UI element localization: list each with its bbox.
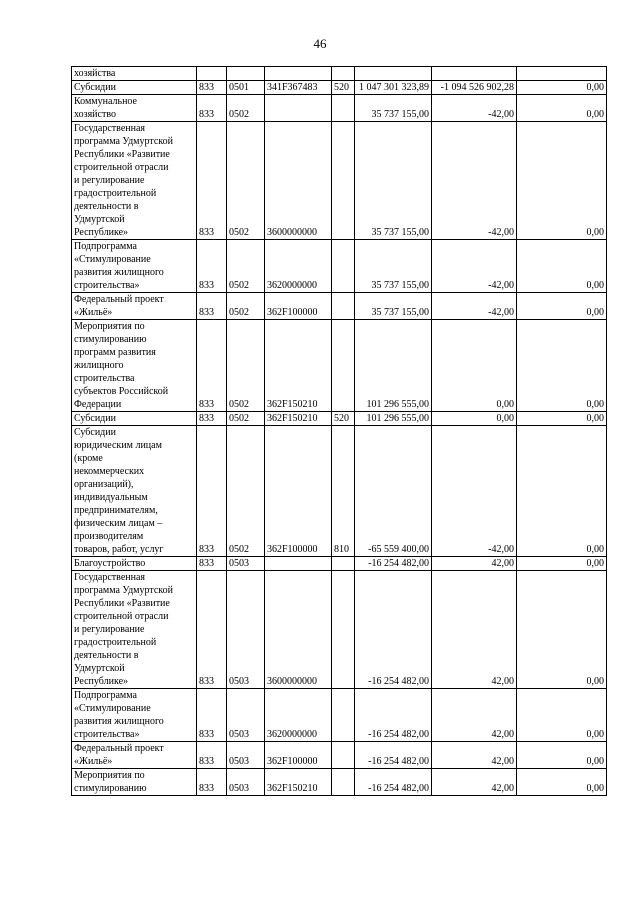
item-name-cell xyxy=(72,689,197,742)
budget-table xyxy=(71,66,607,796)
item-name-line: программа Удмуртской xyxy=(74,136,174,147)
section-code-cell: 0502 xyxy=(227,293,265,320)
table-row xyxy=(72,412,607,426)
amount-cell: 35 737 155,00 xyxy=(355,95,432,122)
admin-code-cell: 833 xyxy=(197,742,227,769)
item-name-line: стимулированию xyxy=(74,334,147,345)
expense-type-cell xyxy=(332,122,355,240)
expense-type-cell xyxy=(332,769,355,796)
target-code-cell: 3620000000 xyxy=(265,689,332,742)
table-row xyxy=(72,557,607,571)
item-name-line: производителям xyxy=(74,531,144,542)
admin-code-cell: 833 xyxy=(197,95,227,122)
result-cell xyxy=(517,67,607,81)
target-code-cell: 341F367483 xyxy=(265,81,332,95)
item-name-line: и регулирование xyxy=(74,624,145,635)
admin-code-cell xyxy=(197,67,227,81)
change-cell: 0,00 xyxy=(432,320,517,412)
target-code-cell: 362F100000 xyxy=(265,742,332,769)
admin-code-cell: 833 xyxy=(197,240,227,293)
table-row xyxy=(72,742,607,769)
item-name-line: программ развития xyxy=(74,347,156,358)
expense-type-cell: 520 xyxy=(332,412,355,426)
item-name-line: «Стимулирование xyxy=(74,703,151,714)
item-name-line: Подпрограмма xyxy=(74,690,137,701)
item-name-line: строительной отрасли xyxy=(74,611,169,622)
expense-type-cell xyxy=(332,320,355,412)
item-name-line: развития жилищного xyxy=(74,267,164,278)
expense-type-cell: 520 xyxy=(332,81,355,95)
table-row xyxy=(72,426,607,557)
amount-cell: -16 254 482,00 xyxy=(355,769,432,796)
item-name-cell xyxy=(72,320,197,412)
amount-cell xyxy=(355,67,432,81)
item-name-line: Удмуртской xyxy=(74,214,125,225)
target-code-cell xyxy=(265,67,332,81)
target-code-cell xyxy=(265,95,332,122)
expense-type-cell: 810 xyxy=(332,426,355,557)
table-row xyxy=(72,320,607,412)
item-name-line: «Жильё» xyxy=(74,307,113,318)
result-cell: 0,00 xyxy=(517,320,607,412)
amount-cell: 35 737 155,00 xyxy=(355,293,432,320)
result-cell: 0,00 xyxy=(517,426,607,557)
item-name-line: (кроме xyxy=(74,453,103,464)
item-name-line: Подпрограмма xyxy=(74,241,137,252)
admin-code-cell: 833 xyxy=(197,320,227,412)
section-code-cell: 0502 xyxy=(227,412,265,426)
table-row xyxy=(72,240,607,293)
change-cell: 42,00 xyxy=(432,571,517,689)
item-name-cell xyxy=(72,95,197,122)
item-name-cell xyxy=(72,557,197,571)
target-code-cell xyxy=(265,557,332,571)
result-cell: 0,00 xyxy=(517,557,607,571)
target-code-cell: 362F100000 xyxy=(265,426,332,557)
item-name-line: Субсидии xyxy=(74,82,116,93)
target-code-cell: 3620000000 xyxy=(265,240,332,293)
item-name-line: Мероприятия по xyxy=(74,770,145,781)
amount-cell: -16 254 482,00 xyxy=(355,557,432,571)
amount-cell: 35 737 155,00 xyxy=(355,122,432,240)
section-code-cell: 0502 xyxy=(227,320,265,412)
target-code-cell: 362F100000 xyxy=(265,293,332,320)
change-cell: 42,00 xyxy=(432,769,517,796)
item-name-cell xyxy=(72,81,197,95)
result-cell: 0,00 xyxy=(517,412,607,426)
item-name-line: Республике» xyxy=(74,676,129,687)
admin-code-cell: 833 xyxy=(197,122,227,240)
section-code-cell xyxy=(227,67,265,81)
admin-code-cell: 833 xyxy=(197,689,227,742)
item-name-line: субъектов Российской xyxy=(74,386,169,397)
result-cell: 0,00 xyxy=(517,122,607,240)
amount-cell: -16 254 482,00 xyxy=(355,689,432,742)
result-cell: 0,00 xyxy=(517,95,607,122)
item-name-line: жилищного xyxy=(74,360,124,371)
result-cell: 0,00 xyxy=(517,293,607,320)
change-cell xyxy=(432,67,517,81)
table-row xyxy=(72,571,607,689)
table-row xyxy=(72,769,607,796)
result-cell: 0,00 xyxy=(517,689,607,742)
expense-type-cell xyxy=(332,742,355,769)
item-name-line: градостроительной xyxy=(74,637,157,648)
section-code-cell: 0503 xyxy=(227,571,265,689)
change-cell: -42,00 xyxy=(432,95,517,122)
table-row xyxy=(72,95,607,122)
amount-cell: 1 047 301 323,89 xyxy=(355,81,432,95)
item-name-line: Мероприятия по xyxy=(74,321,145,332)
item-name-line: стимулированию xyxy=(74,783,147,794)
item-name-cell xyxy=(72,571,197,689)
admin-code-cell: 833 xyxy=(197,81,227,95)
expense-type-cell xyxy=(332,557,355,571)
item-name-line: Коммунальное xyxy=(74,96,137,107)
table-row xyxy=(72,67,607,81)
item-name-line: строительства» xyxy=(74,729,140,740)
item-name-cell xyxy=(72,769,197,796)
change-cell: -42,00 xyxy=(432,426,517,557)
admin-code-cell: 833 xyxy=(197,769,227,796)
section-code-cell: 0501 xyxy=(227,81,265,95)
table-row xyxy=(72,293,607,320)
item-name-line: строительной отрасли xyxy=(74,162,169,173)
section-code-cell: 0502 xyxy=(227,426,265,557)
change-cell: -42,00 xyxy=(432,122,517,240)
change-cell: 42,00 xyxy=(432,557,517,571)
change-cell: -42,00 xyxy=(432,240,517,293)
expense-type-cell xyxy=(332,689,355,742)
item-name-line: товаров, работ, услуг xyxy=(74,544,164,555)
item-name-cell xyxy=(72,426,197,557)
admin-code-cell: 833 xyxy=(197,426,227,557)
amount-cell: 35 737 155,00 xyxy=(355,240,432,293)
item-name-line: и регулирование xyxy=(74,175,145,186)
section-code-cell: 0502 xyxy=(227,95,265,122)
item-name-line: Государственная xyxy=(74,123,146,134)
expense-type-cell xyxy=(332,571,355,689)
table-row xyxy=(72,122,607,240)
item-name-cell xyxy=(72,742,197,769)
item-name-line: предпринимателям, xyxy=(74,505,158,516)
item-name-line: программа Удмуртской xyxy=(74,585,174,596)
admin-code-cell: 833 xyxy=(197,557,227,571)
item-name-cell xyxy=(72,122,197,240)
change-cell: 0,00 xyxy=(432,412,517,426)
target-code-cell: 3600000000 xyxy=(265,122,332,240)
target-code-cell: 362F150210 xyxy=(265,412,332,426)
item-name-cell xyxy=(72,240,197,293)
item-name-line: Государственная xyxy=(74,572,146,583)
result-cell: 0,00 xyxy=(517,240,607,293)
amount-cell: -16 254 482,00 xyxy=(355,742,432,769)
table-row xyxy=(72,689,607,742)
section-code-cell: 0503 xyxy=(227,769,265,796)
admin-code-cell: 833 xyxy=(197,412,227,426)
item-name-line: организаций), xyxy=(74,479,134,490)
item-name-cell xyxy=(72,293,197,320)
item-name-line: Благоустройство xyxy=(74,558,146,569)
result-cell: 0,00 xyxy=(517,742,607,769)
section-code-cell: 0503 xyxy=(227,742,265,769)
admin-code-cell: 833 xyxy=(197,571,227,689)
expense-type-cell xyxy=(332,240,355,293)
section-code-cell: 0502 xyxy=(227,122,265,240)
item-name-line: деятельности в xyxy=(74,650,139,661)
item-name-line: Республике» xyxy=(74,227,129,238)
item-name-line: «Жильё» xyxy=(74,756,113,767)
result-cell: 0,00 xyxy=(517,769,607,796)
item-name-line: Удмуртской xyxy=(74,663,125,674)
item-name-line: Субсидии xyxy=(74,413,116,424)
item-name-line: градостроительной xyxy=(74,188,157,199)
result-cell: 0,00 xyxy=(517,571,607,689)
change-cell: 42,00 xyxy=(432,742,517,769)
item-name-line: деятельности в xyxy=(74,201,139,212)
item-name-line: хозяйство xyxy=(74,109,116,120)
item-name-line: Федерации xyxy=(74,399,122,410)
result-cell: 0,00 xyxy=(517,81,607,95)
item-name-line: Федеральный проект xyxy=(74,294,164,305)
amount-cell: 101 296 555,00 xyxy=(355,412,432,426)
expense-type-cell xyxy=(332,67,355,81)
section-code-cell: 0502 xyxy=(227,240,265,293)
change-cell: -42,00 xyxy=(432,293,517,320)
item-name-line: Республики «Развитие xyxy=(74,598,170,609)
expense-type-cell xyxy=(332,293,355,320)
item-name-line: Субсидии xyxy=(74,427,116,438)
target-code-cell: 3600000000 xyxy=(265,571,332,689)
expense-type-cell xyxy=(332,95,355,122)
item-name-line: развития жилищного xyxy=(74,716,164,727)
admin-code-cell: 833 xyxy=(197,293,227,320)
amount-cell: 101 296 555,00 xyxy=(355,320,432,412)
item-name-cell xyxy=(72,67,197,81)
target-code-cell: 362F150210 xyxy=(265,769,332,796)
section-code-cell: 0503 xyxy=(227,689,265,742)
table-body xyxy=(72,67,607,796)
item-name-line: некоммерческих xyxy=(74,466,145,477)
item-name-line: строительства xyxy=(74,373,135,384)
item-name-line: «Стимулирование xyxy=(74,254,151,265)
item-name-line: строительства» xyxy=(74,280,140,291)
target-code-cell: 362F150210 xyxy=(265,320,332,412)
amount-cell: -65 559 400,00 xyxy=(355,426,432,557)
item-name-line: физическим лицам – xyxy=(74,518,163,529)
item-name-cell xyxy=(72,412,197,426)
item-name-line: Республики «Развитие xyxy=(74,149,170,160)
item-name-line: индивидуальным xyxy=(74,492,148,503)
page-number: 46 xyxy=(313,36,327,51)
change-cell: 42,00 xyxy=(432,689,517,742)
item-name-line: Федеральный проект xyxy=(74,743,164,754)
section-code-cell: 0503 xyxy=(227,557,265,571)
table-row xyxy=(72,81,607,95)
change-cell: -1 094 526 902,28 xyxy=(432,81,517,95)
item-name-line: юридическим лицам xyxy=(74,440,162,451)
item-name-line: хозяйства xyxy=(74,68,116,79)
amount-cell: -16 254 482,00 xyxy=(355,571,432,689)
